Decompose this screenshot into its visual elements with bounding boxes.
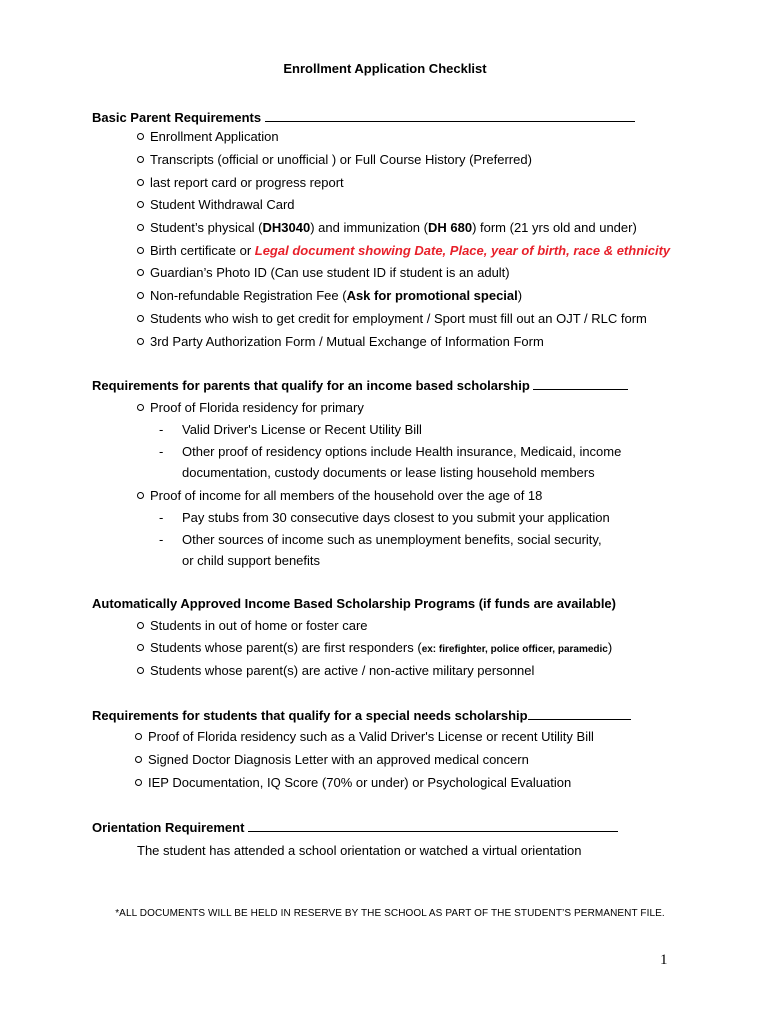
responders-post: ) (607, 640, 613, 655)
list-item: Guardian’s Photo ID (Can use student ID if student is an adult) (150, 265, 510, 280)
legal-document-highlight: Legal document showing Date, Place, year of birth, race & ethnicity (254, 243, 671, 258)
bullet-icon (137, 492, 144, 499)
bullet-icon (137, 201, 144, 208)
list-item: last report card or progress report (150, 175, 344, 190)
list-item: 3rd Party Authorization Form / Mutual Exchange of Information Form (150, 334, 544, 349)
sub-item: Other sources of income such as unemployment benefits, social security, (182, 532, 602, 547)
registration-fee-item (150, 288, 522, 304)
sub-item: Other proof of residency options include Health insurance, Medicaid, income (182, 444, 622, 459)
physical-mid: ) and immunization ( (310, 220, 428, 235)
physical-item (150, 220, 637, 236)
list-item: Proof of income for all members of the household over the age of 18 (150, 488, 543, 503)
promotional-special: Ask for promotional special (346, 288, 518, 303)
dash-marker: - (159, 422, 164, 437)
sub-item: Pay stubs from 30 consecutive days closest to you submit your application (182, 510, 610, 525)
responders-pre: Students whose parent(s) are first responders ( (150, 640, 422, 655)
bullet-icon (137, 247, 144, 254)
orientation-heading (92, 820, 618, 836)
footnote: *ALL DOCUMENTS WILL BE HELD IN RESERVE BY THE SCHOOL AS PART OF THE STUDENT’S PERMANENT FILE. (115, 908, 665, 919)
list-item: IEP Documentation, IQ Score (70% or under) or Psychological Evaluation (148, 775, 572, 790)
orientation-text: The student has attended a school orientation or watched a virtual orientation (137, 843, 582, 858)
basic-heading-text: Basic Parent Requirements (92, 110, 262, 125)
bullet-icon (137, 269, 144, 276)
sub-item-continued: or child support benefits (182, 553, 321, 568)
bullet-icon (137, 622, 144, 629)
birth-certificate-item (150, 243, 670, 259)
immunization-code-dh680: DH 680 (427, 220, 473, 235)
bullet-icon (137, 156, 144, 163)
bullet-icon (137, 133, 144, 140)
basic-requirements-heading (92, 110, 635, 126)
first-responders-item (150, 640, 612, 658)
list-item: Proof of Florida residency such as a Valid Driver's License or recent Utility Bill (148, 729, 594, 744)
basic-signature-line (265, 110, 635, 122)
bullet-icon (137, 338, 144, 345)
dash-marker: - (159, 444, 164, 459)
birth-pre: Birth certificate or (150, 243, 255, 258)
bullet-icon (137, 292, 144, 299)
list-item: Students in out of home or foster care (150, 618, 368, 633)
physical-post: ) form (21 yrs old and under) (472, 220, 637, 235)
special-heading-text: Requirements for students that qualify for a special needs scholarship (92, 708, 528, 723)
dash-marker: - (159, 510, 164, 525)
bullet-icon (137, 667, 144, 674)
bullet-icon (137, 404, 144, 411)
orientation-heading-text: Orientation Requirement (92, 820, 245, 835)
income-scholarship-heading (92, 378, 628, 394)
income-signature-line (533, 378, 628, 390)
bullet-icon (135, 756, 142, 763)
bullet-icon (137, 224, 144, 231)
bullet-icon (137, 315, 144, 322)
orientation-signature-line (248, 820, 618, 832)
fee-pre: Non-refundable Registration Fee ( (150, 288, 347, 303)
sub-item-continued: documentation, custody documents or lease listing household members (182, 465, 595, 480)
income-heading-text: Requirements for parents that qualify for an income based scholarship (92, 378, 530, 393)
auto-approved-heading: Automatically Approved Income Based Scholarship Programs (if funds are available) (92, 596, 616, 611)
bullet-icon (137, 644, 144, 651)
list-item: Student Withdrawal Card (150, 197, 295, 212)
special-signature-line (528, 708, 631, 720)
physical-code-dh3040: DH3040 (262, 220, 311, 235)
dash-marker: - (159, 532, 164, 547)
special-needs-heading (92, 708, 631, 724)
list-item: Enrollment Application (150, 129, 279, 144)
sub-item: Valid Driver's License or Recent Utility Bill (182, 422, 422, 437)
page-title: Enrollment Application Checklist (283, 61, 487, 76)
bullet-icon (137, 179, 144, 186)
responders-examples: ex: firefighter, police officer, paramedic (421, 644, 608, 655)
list-item: Students whose parent(s) are active / non-active military personnel (150, 663, 535, 678)
bullet-icon (135, 733, 142, 740)
bullet-icon (135, 779, 142, 786)
fee-post: ) (517, 288, 523, 303)
list-item: Students who wish to get credit for employment / Sport must fill out an OJT / RLC form (150, 311, 647, 326)
list-item: Transcripts (official or unofficial ) or Full Course History (Preferred) (150, 152, 532, 167)
page-number: 1 (660, 952, 668, 968)
physical-pre: Student’s physical ( (150, 220, 263, 235)
list-item: Signed Doctor Diagnosis Letter with an approved medical concern (148, 752, 529, 767)
list-item: Proof of Florida residency for primary (150, 400, 364, 415)
